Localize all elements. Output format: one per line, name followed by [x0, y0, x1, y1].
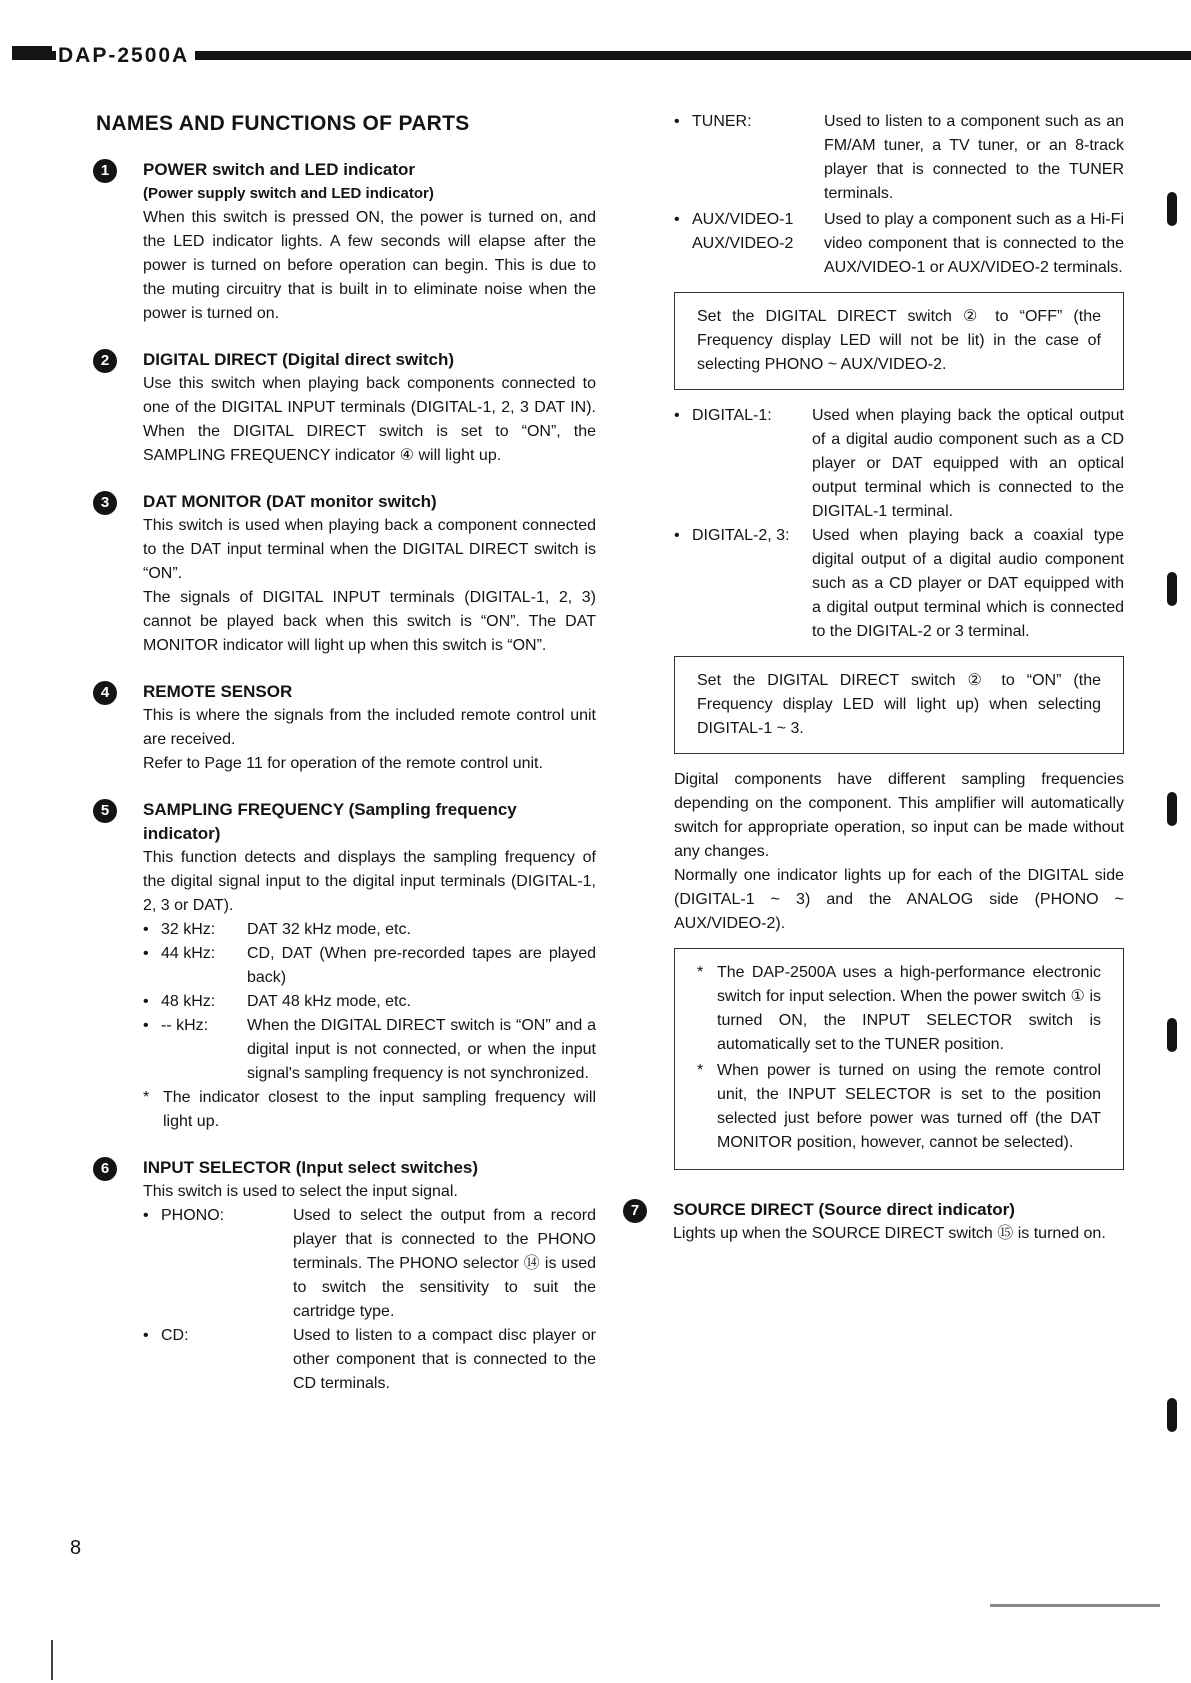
- section-title: DIGITAL DIRECT (Digital direct switch): [143, 350, 455, 369]
- note-box: Set the DIGITAL DIRECT switch ② to “OFF” (the Frequency display LED will not be lit) in the case of selecting PHONO ~ AUX/VIDEO-2.: [674, 292, 1124, 390]
- list-item: [674, 110, 1124, 206]
- list-item: [143, 1204, 596, 1324]
- bullet-icon: •: [674, 527, 680, 544]
- scan-mark: [51, 1640, 53, 1680]
- section-body: Lights up when the SOURCE DIRECT switch ⑮ is turned on.: [673, 1225, 1106, 1242]
- list-item-desc: Used to play a component such as a Hi-Fi video component that is connected to the AUX/VIDEO-1 or AUX/VIDEO-2 terminals.: [824, 211, 1124, 276]
- list-item: [143, 918, 596, 942]
- list-item: [143, 942, 596, 990]
- section-title: REMOTE SENSOR: [143, 682, 293, 701]
- list-item-desc: When the DIGITAL DIRECT switch is “ON” and a digital input is not connected, or when the input signal's sampling frequency is not synchronized.: [247, 1017, 596, 1082]
- section-body: This function detects and displays the sampling frequency of the digital signal input to the digital input terminals (DIGITAL-1, 2, 3 or DAT).: [143, 849, 596, 914]
- list-item-label: [692, 208, 824, 280]
- paragraph: Normally one indicator lights up for each of the DIGITAL side (DIGITAL-1 ~ 3) and the ANALOG side (PHONO ~ AUX/VIDEO-2).: [674, 867, 1124, 932]
- right-column: [630, 110, 1124, 1268]
- bullet-icon: •: [143, 1207, 149, 1224]
- section-title: SOURCE DIRECT (Source direct indicator): [673, 1200, 1015, 1219]
- section-body: When this switch is pressed ON, the power is turned on, and the LED indicator lights. A few seconds will elapse after the power is turned on before operation can begin. This is due to the muting circuitry that is built in to eliminate noise when the power is turned on.: [143, 209, 596, 322]
- header-model: DAP-2500A: [56, 46, 195, 66]
- section-body: This is where the signals from the included remote control unit are received.: [143, 707, 596, 748]
- section-number-badge: 7: [623, 1199, 647, 1223]
- section-sampling-frequency: [96, 798, 596, 1134]
- footnote-text: When power is turned on using the remote control unit, the INPUT SELECTOR is set to the position selected just before power was turned off (the DAT MONITOR position, however, cannot be selected).: [717, 1062, 1101, 1151]
- section-number-badge: 5: [93, 799, 117, 823]
- asterisk-icon: *: [143, 1089, 150, 1106]
- list-item-label: 44 kHz:: [161, 945, 216, 962]
- list-item-desc: Used to select the output from a record player that is connected to the PHONO terminals. The PHONO selector ⑭ is used to switch the sensitivity to suit the cartridge type.: [293, 1207, 596, 1320]
- section-subtitle: (Power supply switch and LED indicator): [143, 185, 434, 202]
- list-item: [674, 208, 1124, 280]
- asterisk-icon: *: [697, 1062, 704, 1079]
- list-item: [143, 1324, 596, 1396]
- section-body: The signals of DIGITAL INPUT terminals (DIGITAL-1, 2, 3) cannot be played back when this switch is “ON”. The DAT MONITOR indicator will light up when this switch is “ON”.: [143, 589, 596, 654]
- section-number-badge: 2: [93, 349, 117, 373]
- bullet-icon: •: [143, 1327, 149, 1344]
- list-item-label: -- kHz:: [161, 1017, 209, 1034]
- list-item-label: PHONO:: [161, 1207, 225, 1224]
- list-item: [674, 404, 1124, 524]
- footnote: [143, 1086, 596, 1134]
- list-item-desc: DAT 32 kHz mode, etc.: [247, 921, 411, 938]
- bullet-icon: •: [143, 945, 149, 962]
- section-body: Refer to Page 11 for operation of the remote control unit.: [143, 755, 543, 772]
- section-source-direct: [626, 1198, 1124, 1246]
- footnote-text: The DAP-2500A uses a high-performance electronic switch for input selection. When the power switch ① is turned ON, the INPUT SELECTOR switch is automatically set to the TUNER position.: [717, 964, 1101, 1053]
- bullet-icon: •: [674, 113, 680, 130]
- bullet-icon: •: [674, 211, 680, 228]
- left-column: [96, 110, 596, 1418]
- list-item-desc: Used to listen to a component such as an FM/AM tuner, a TV tuner, or an 8-track player that is connected to the TUNER terminals.: [824, 113, 1124, 202]
- binding-hole-mark: [1167, 192, 1177, 226]
- page-number: 8: [70, 1537, 82, 1559]
- binding-hole-mark: [1167, 1018, 1177, 1052]
- section-body: Use this switch when playing back components connected to one of the DIGITAL INPUT terminals (DIGITAL-1, 2, 3 DAT IN). When the DIGITAL DIRECT switch is set to “ON”, the SAMPLING FREQUENCY indicator ④ will light up.: [143, 375, 596, 464]
- section-remote-sensor: [96, 680, 596, 776]
- section-dat-monitor: [96, 490, 596, 658]
- bullet-icon: •: [143, 921, 149, 938]
- section-digital-direct: [96, 348, 596, 468]
- list-item-desc: Used to listen to a compact disc player or other component that is connected to the CD terminals.: [293, 1327, 596, 1392]
- scan-smudge: [990, 1604, 1160, 1607]
- asterisk-icon: *: [697, 964, 704, 981]
- binding-hole-mark: [1167, 792, 1177, 826]
- paragraph: Digital components have different sampling frequencies depending on the component. This amplifier will automatically switch for appropriate operation, so input can be made without any changes.: [674, 771, 1124, 860]
- bullet-icon: •: [143, 1017, 149, 1034]
- page-title: NAMES AND FUNCTIONS OF PARTS: [96, 112, 470, 135]
- binding-hole-mark: [1167, 572, 1177, 606]
- binding-hole-mark: [1167, 1398, 1177, 1432]
- section-title: INPUT SELECTOR (Input select switches): [143, 1158, 479, 1177]
- list-item-label: DIGITAL-2, 3:: [692, 527, 790, 544]
- section-title: DAT MONITOR (DAT monitor switch): [143, 492, 437, 511]
- section-number-badge: 4: [93, 681, 117, 705]
- list-item: [674, 524, 1124, 644]
- footnote-text: The indicator closest to the input sampling frequency will light up.: [163, 1089, 596, 1130]
- section-input-selector: [96, 1156, 596, 1396]
- section-power: [96, 158, 596, 326]
- list-item-label: CD:: [161, 1327, 189, 1344]
- list-item-desc: CD, DAT (When pre-recorded tapes are played back): [247, 945, 596, 986]
- section-body: This switch is used when playing back a component connected to the DAT input terminal when the DIGITAL DIRECT switch is “ON”.: [143, 517, 596, 582]
- list-item-desc: Used when playing back a coaxial type digital output of a digital audio component such as a CD player or DAT equipped with a digital output terminal which is connected to the DIGITAL-2 or 3 terminal.: [812, 527, 1124, 640]
- footnote: [697, 961, 1101, 1057]
- list-item-label: 32 kHz:: [161, 921, 216, 938]
- aux-video-2-label: AUX/VIDEO-2: [692, 235, 794, 252]
- list-item-label: DIGITAL-1:: [692, 407, 772, 424]
- list-item-label: 48 kHz:: [161, 993, 216, 1010]
- section-number-badge: 1: [93, 159, 117, 183]
- section-title: SAMPLING FREQUENCY (Sampling frequency indicator): [143, 800, 517, 843]
- bullet-icon: •: [143, 993, 149, 1010]
- section-body: This switch is used to select the input signal.: [143, 1183, 458, 1200]
- note-box: [674, 948, 1124, 1170]
- section-number-badge: 3: [93, 491, 117, 515]
- list-item: [143, 1014, 596, 1086]
- list-item-desc: DAT 48 kHz mode, etc.: [247, 993, 411, 1010]
- list-item: [143, 990, 596, 1014]
- list-item-label: TUNER:: [692, 113, 752, 130]
- list-item-desc: Used when playing back the optical output of a digital audio component such as a CD player or DAT equipped with an optical output terminal which is connected to the DIGITAL-1 terminal.: [812, 407, 1124, 520]
- aux-video-1-label: AUX/VIDEO-1: [692, 211, 794, 228]
- bullet-icon: •: [674, 407, 680, 424]
- footnote: [697, 1059, 1101, 1155]
- note-box: Set the DIGITAL DIRECT switch ② to “ON” (the Frequency display LED will light up) when selecting DIGITAL-1 ~ 3.: [674, 656, 1124, 754]
- section-title: POWER switch and LED indicator: [143, 160, 416, 179]
- section-number-badge: 6: [93, 1157, 117, 1181]
